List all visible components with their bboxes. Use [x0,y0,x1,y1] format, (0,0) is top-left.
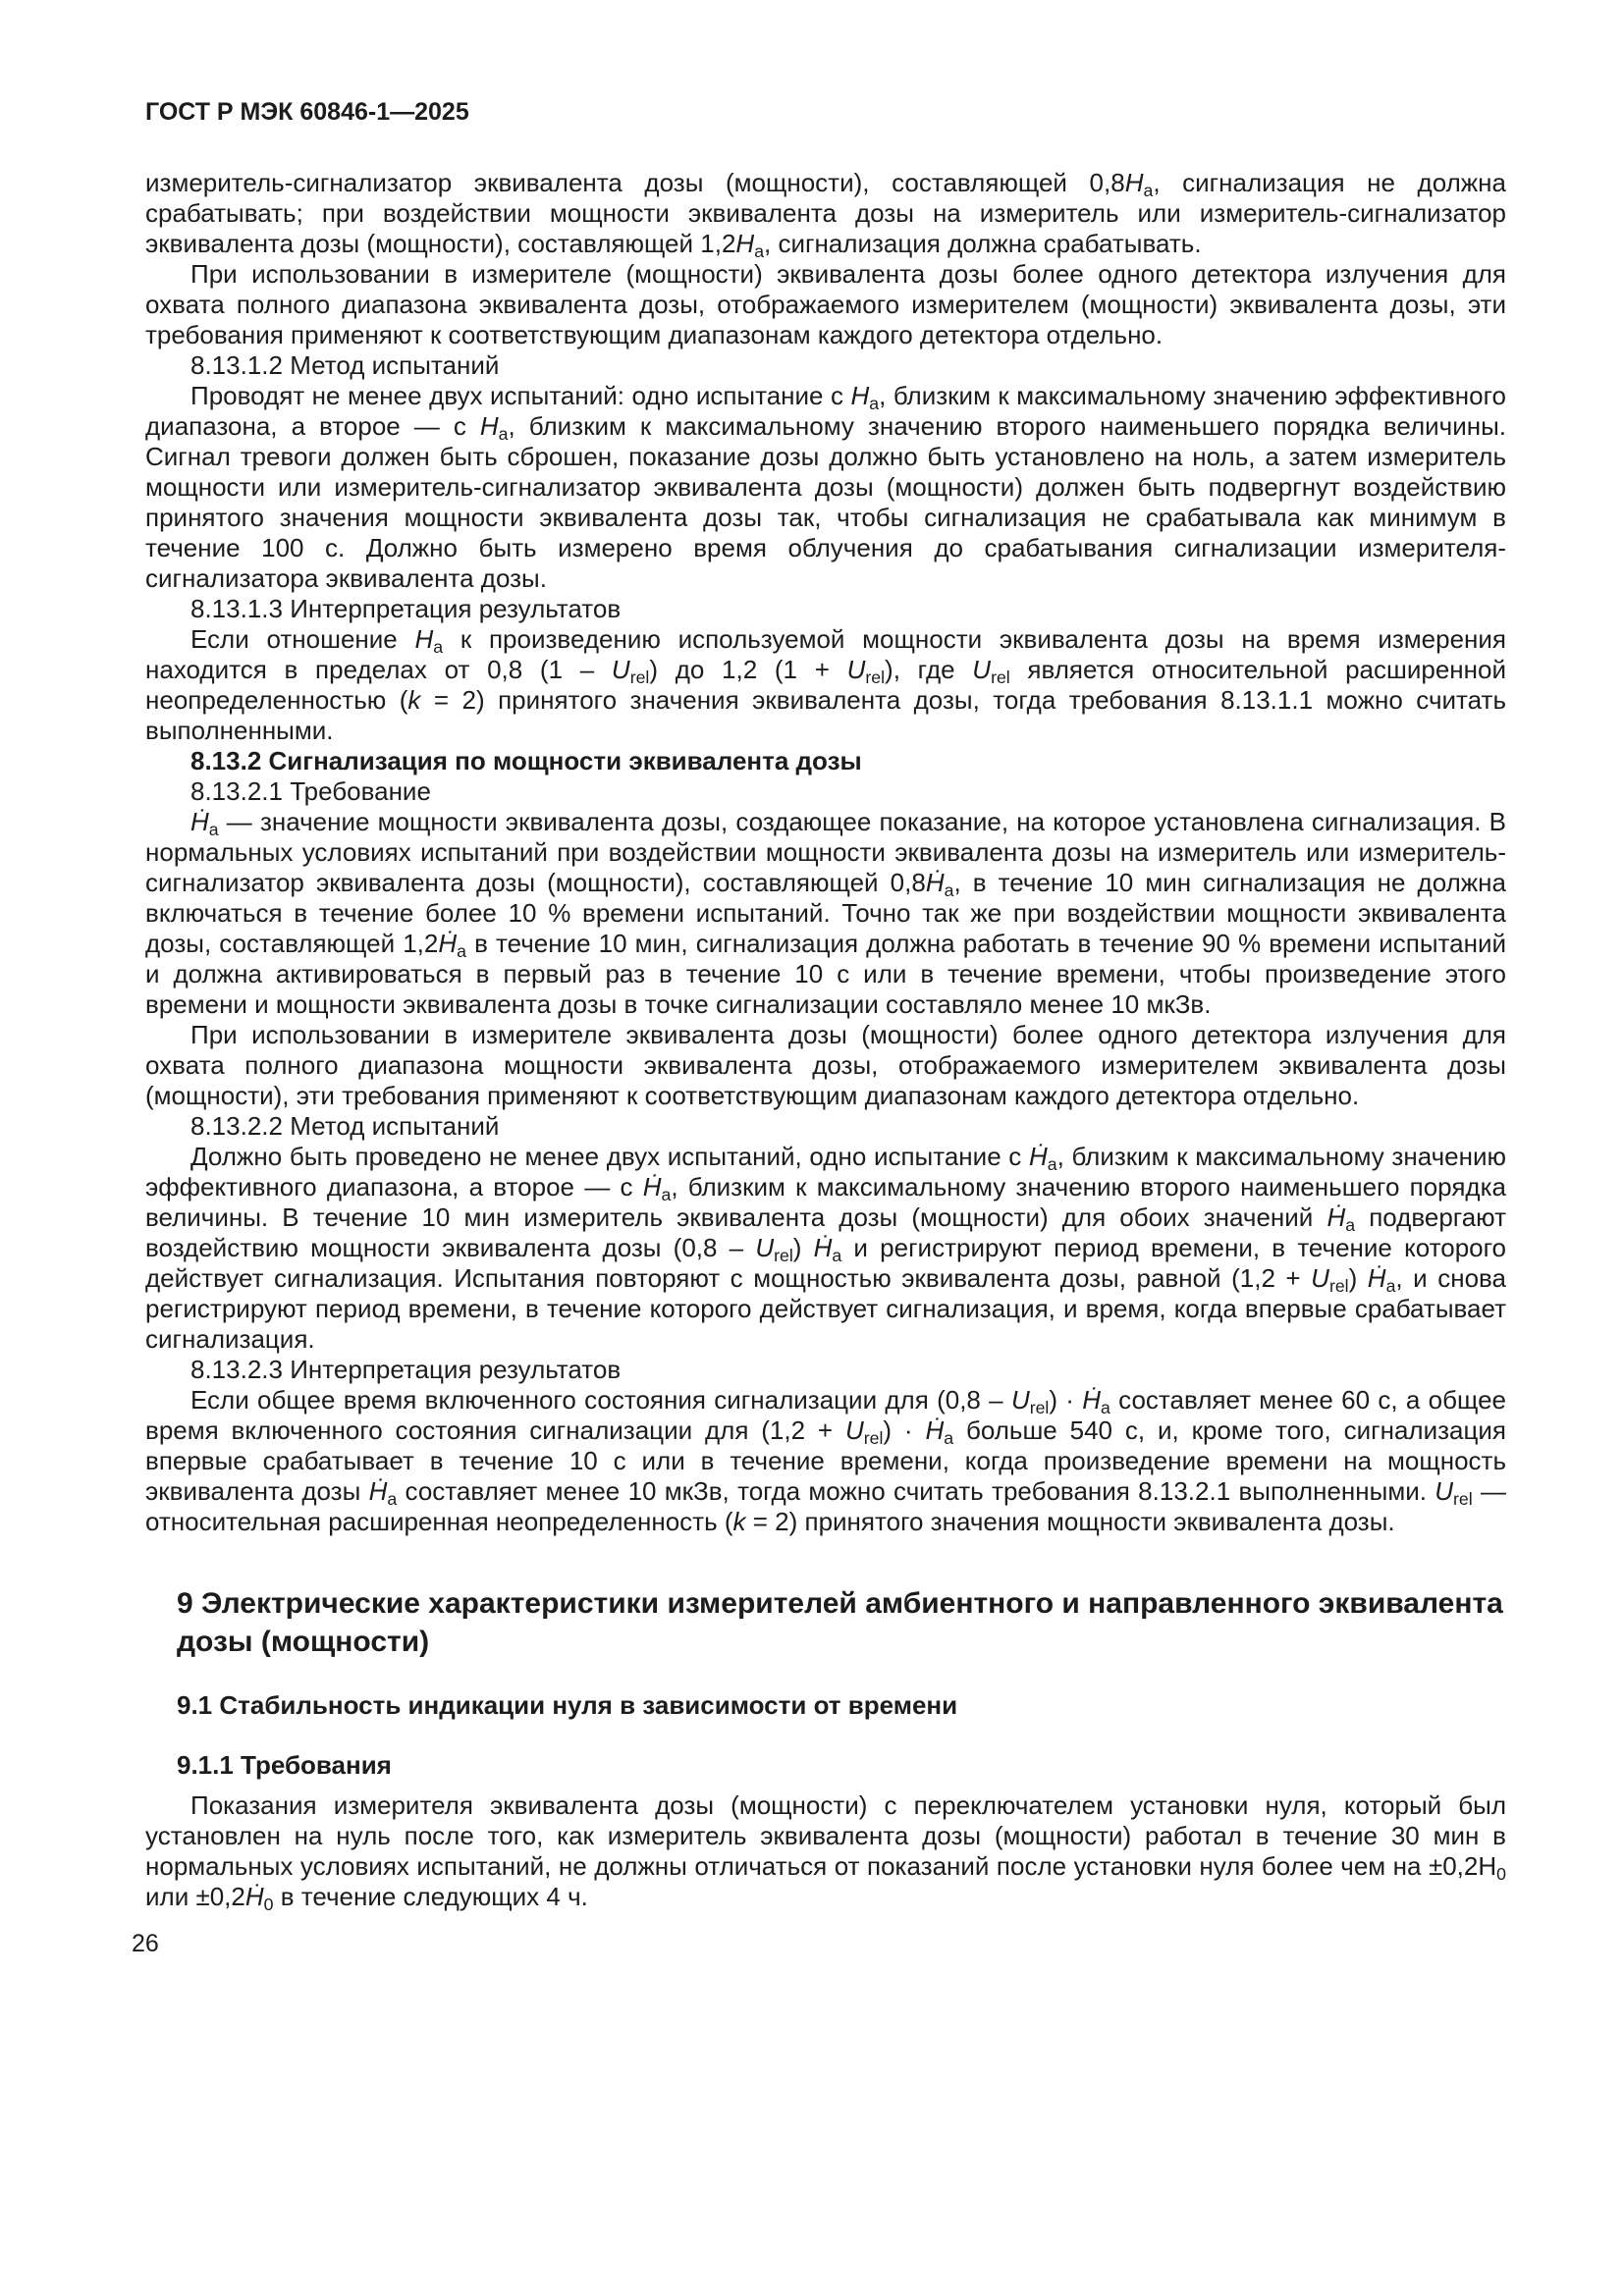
para-requirement-9-1-1: Показания измерителя эквивалента дозы (мощности) с переключателем установки нуля, который был установлен на нуль после того, как измеритель эквивалента дозы (мощности) работал в течение 30 мин в нормальных условиях испытаний, не должны отличаться от показаний после установки нуля более чем на $\pm 0,2H_0$ или $\pm 0,2Ḣ_0$ в течение следующих 4 ч. [145,1790,1506,1914]
clause-heading-8-13-2-1: 8.13.2.1 Требование [190,776,431,806]
para-continuation-8-13-1-1: измеритель-сигнализатор эквивалента дозы (мощности), составляющей $0,8H_а$, сигнализация не должна срабатывать; при воздействии мощности эквивалента дозы на измеритель или измеритель-сигнализатор эквивалента дозы (мощности), составляющей $1,2H_а$, сигнализация должна срабатывать. [145,168,1506,261]
para-multi-detector-rate: При использовании в измерителе эквивалента дозы (мощности) более одного детектора излучения для охвата полного диапазона мощности эквивалента дозы, отображаемого измерителем эквивалента дозы (мощности), эти требования применяют к соответствующим диапазонам каждого детектора отдельно. [145,1020,1506,1110]
clause-heading-8-13-1-2: 8.13.1.2 Метод испытаний [190,350,500,380]
para-interpretation-8-13-1-3: Если отношение $H_а$ к произведению используемой мощности эквивалента дозы на время измерения находится в пределах от 0,8 $(1 - U_{rel})$ до 1,2 $(1 + U_{rel})$, где $U_{rel}$ является относительной расширенной неопределенностью (k = 2) принятого значения эквивалента дозы, тогда требования 8.13.1.1 можно считать выполненными. [145,624,1507,745]
subsection-9-1-title: 9.1 Стабильность индикации нуля в зависимости от времени [177,1690,958,1720]
para-test-method-8-13-2-2: Должно быть проведено не менее двух испытаний, одно испытание с $Ḣ_а$, близким к максимальному значению эффективного диапазона, а второе — с $Ḣ_а$, близким к максимальному значению второго наименьшего порядка величины. В течение 10 мин измеритель эквивалента дозы (мощности) для обоих значений $Ḣ_а$ подвергают воздействию мощности эквивалента дозы $(0,8 - U_{rel})$ $Ḣ_а$ и регистрируют период времени, в течение которого действует сигнализация. Испытания повторяют с мощностью эквивалента дозы, равной $(1,2 + U_{rel})$ $Ḣ_а$, и снова регистрируют период времени, в течение которого действует сигнализация, и время, когда впервые срабатывает сигнализация. [145,1142,1507,1354]
subsection-9-1-1-title: 9.1.1 Требования [177,1750,392,1780]
clause-heading-8-13-2-3: 8.13.2.3 Интерпретация результатов [190,1355,622,1384]
document-body [145,168,1506,1912]
document-page [132,98,1507,1958]
page-number: 26 [132,1930,159,1957]
section-9-title: 9 Электрические характеристики измерителей амбиентного и направленного эквивалента дозы (мощности) [177,1587,1503,1658]
document-header-code: ГОСТ Р МЭК 60846-1—2025 [145,98,469,126]
para-test-method-8-13-1-2: Проводят не менее двух испытаний: одно испытание с $H_а$, близким к максимальному значению эффективного диапазона, а второе — с $H_а$, близким к максимальному значению второго наименьшего порядка величины. Сигнал тревоги должен быть сброшен, показание дозы должно быть установлено на ноль, а затем измеритель мощности или измеритель-сигнализатор эквивалента дозы (мощности) должен быть подвергнут воздействию принятого значения мощности эквивалента дозы так, чтобы сигнализация не срабатывала как минимум в течение 100 с. Должно быть измерено время облучения до срабатывания сигнализации измерителя-сигнализатора эквивалента дозы. [145,381,1507,593]
clause-heading-8-13-1-3: 8.13.1.3 Интерпретация результатов [190,594,622,623]
para-multi-detector-dose: При использовании в измерителе (мощности) эквивалента дозы более одного детектора излучения для охвата полного диапазона эквивалента дозы, отображаемого измерителем (мощности) эквивалента дозы, эти требования применяют к соответствующим диапазонам каждого детектора отдельно. [145,259,1506,349]
clause-heading-8-13-2: 8.13.2 Сигнализация по мощности эквивалента дозы [190,746,862,775]
para-requirement-8-13-2-1: $Ḣ_а$ — значение мощности эквивалента дозы, создающее показание, на которое установлена сигнализация. В нормальных условиях испытаний при воздействии мощности эквивалента дозы на измеритель или измеритель-сигнализатор эквивалента дозы (мощности), составляющей $0,8Ḣ_а$, в течение 10 мин сигнализация не должна включаться в течение более 10 % времени испытаний. Точно так же при воздействии мощности эквивалента дозы, составляющей $1,2Ḣ_а$ в течение 10 мин, сигнализация должна работать в течение 90 % времени испытаний и должна активироваться в первый раз в течение 10 с или в течение времени, чтобы произведение этого времени и мощности эквивалента дозы в точке сигнализации составляло менее 10 мкЗв. [145,807,1507,1019]
clause-heading-8-13-2-2: 8.13.2.2 Метод испытаний [190,1111,500,1141]
para-interpretation-8-13-2-3: Если общее время включенного состояния сигнализации для $(0,8 - U_{rel})$ · $Ḣ_а$ составляет менее 60 с, а общее время включенного состояния сигнализации для $(1,2 + U_{rel})$ · $Ḣ_а$ больше 540 с, и, кроме того, сигнализация впервые срабатывает в течение 10 с или в течение времени, когда произведение времени на мощность эквивалента дозы $Ḣ_а$ составляет менее 10 мкЗв, тогда можно считать требования 8.13.2.1 выполненными. $U_{rel}$ — относительная расширенная неопределенность (k = 2) принятого значения мощности эквивалента дозы. [145,1385,1507,1536]
